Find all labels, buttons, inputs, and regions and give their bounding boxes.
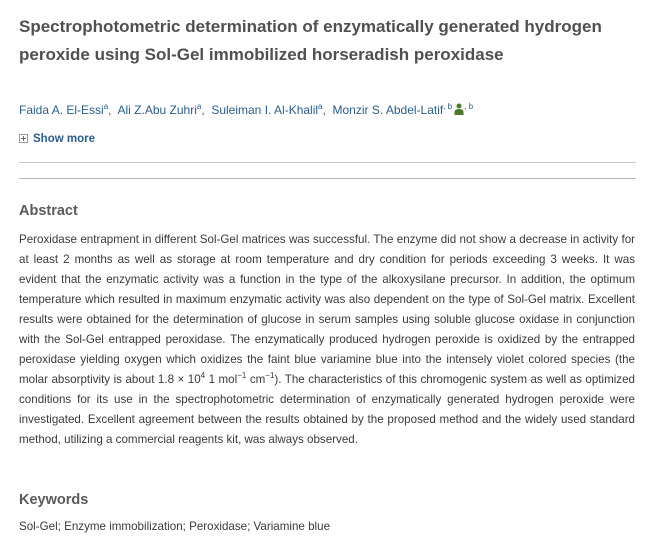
abstract-heading: Abstract (19, 203, 78, 219)
author-link[interactable]: Faida A. El-Essi$^a$ (19, 102, 109, 117)
author-link[interactable]: Monzir S. Abdel-Latif$^{, b}$ (332, 102, 453, 117)
article-title: Spectrophotometric determination of enzymatically generated hydrogen peroxide using Sol-Gel immobilized horseradish peroxidase (19, 17, 602, 64)
keywords-heading: Keywords (19, 492, 89, 508)
show-more-button[interactable]: Show more (19, 131, 95, 147)
author-list: Faida A. El-Essi$^a$, Ali Z.Abu Zuhri$^a$, Suleiman I. Al-Khalil$^a$, Monzir S. Abdel-Latif$^{, b}$ $^{, b}$ (19, 102, 474, 117)
divider (19, 162, 636, 163)
keywords-list: Sol-Gel; Enzyme immobilization; Peroxidase; Variamine blue (19, 520, 331, 533)
person-icon[interactable] (454, 103, 464, 115)
abstract-text: Peroxidase entrapment in different Sol-Gel matrices was successful. The enzyme did not show a decrease in activity for at least 2 months as well as storage at room temperature and dry condition for periods exceeding 3 weeks. It was evident that the enzymatic activity was a function in the type of the alkoxysilane precursor. In addition, the optimum temperature which resulted in maximum enzymatic activity was also dependent on the type of Sol-Gel matrix. Excellent results were obtained for the determination of glucose in serum samples using soluble glucose oxidase in conjunction with the Sol-Gel entrapped peroxidase. The enzymatically produced hydrogen peroxide is oxidized by the entrapped peroxidase yielding oxygen which oxidizes the faint blue variamine blue into the intensely violet colored species (the molar absorptivity is about $1.8 \times 10^4$ 1 mol$^{-1}$ $cm^{-1}$). The characteristics of this chromogenic system as well as optimized conditions for its use in the spectrophotometric determination of enzymatically generated hydrogen peroxide were investigated. Excellent agreement between the results obtained by the proposed method and the widely used standard method, utilizing a commercial reagents kit, was always observed. (19, 233, 636, 446)
expand-plus-icon (19, 134, 28, 143)
divider (19, 178, 636, 179)
author-link[interactable]: Suleiman I. Al-Khalil$^a$ (211, 102, 323, 117)
author-link[interactable]: Ali Z.Abu Zuhri$^a$ (117, 102, 202, 117)
